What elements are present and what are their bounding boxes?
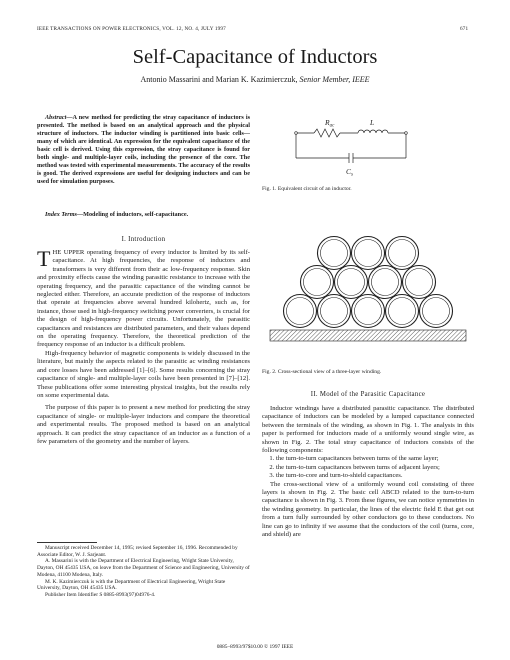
figure-2-caption: Fig. 2. Cross-sectional view of a three-layer winding. xyxy=(262,369,382,375)
wire-turn xyxy=(318,295,351,328)
wire-turn xyxy=(284,295,317,328)
authors xyxy=(0,75,510,84)
wire-turn xyxy=(352,237,385,270)
capacitor-label: C xyxy=(346,167,352,176)
footnote-line: A. Massarini is with the Department of Electrical Engineering, Wright State University, Dayton, OH 45435 USA, on leave from the Department of Science and Engineering, University of Modena, 41100 Modena, Italy. xyxy=(37,558,250,578)
wire-turn xyxy=(403,266,436,299)
abstract-text: A new method for predicting the stray capacitance of inductors is presented. The method is based on an analytical approach and the physical structure of inductors. The inductor winding is partitioned into basic cells—many of which are identical. An expression for the equivalent capacitance of the basic cell is derived. Using this expression, the stray capacitance is found for both single- and multiple-layer coils, including the presence of the core. The method was tested with experimental measurements. The accuracy of the results is good. The derived expressions are useful for designing inductors and can be used for simulation purposes. xyxy=(37,114,250,185)
index-terms-label: Index Terms— xyxy=(45,211,84,218)
wire-turn xyxy=(420,295,453,328)
author-names: Antonio Massarini and Marian K. Kazimierczuk, xyxy=(140,75,298,84)
figure-2-winding xyxy=(262,212,474,362)
wire-turn xyxy=(369,266,402,299)
resistor-subscript: ac xyxy=(329,123,335,129)
model-body xyxy=(262,405,474,540)
wire-turn xyxy=(301,266,334,299)
intro-paragraph-3: The purpose of this paper is to present a new method for predicting the stray capacitance of single- or multiple-layer inductors and compare the theoretical and experimental results. The proposed method is based on an analytical approach. It can predict the stray capacitance of an inductor as a function of a few parameters of the geometry and the number of layers. xyxy=(37,404,250,445)
section-heading-model: II. Model of the Parasitic Capacitance xyxy=(310,391,426,398)
list-item: 2. the turn-to-turn capacitances between turns of adjacent layers; xyxy=(276,464,474,472)
figure-1-circuit xyxy=(292,114,412,180)
resistor-symbol xyxy=(314,129,340,137)
footnote-line: Publisher Item Identifier S 0885-8993(97)04976-4. xyxy=(45,591,156,598)
wire-turn xyxy=(352,295,385,328)
abstract xyxy=(37,114,250,186)
paper-title: Self-Capacitance of Inductors xyxy=(132,46,378,68)
abstract-label: Abstract— xyxy=(45,114,73,121)
footnote-rule xyxy=(37,542,97,543)
section-heading-introduction: I. Introduction xyxy=(121,236,166,243)
model-paragraph-2: The cross-sectional view of a uniformly wound coil consisting of three layers is shown in Fig. 2. The basic cell ABCD related to the turn-to-turn capacitance is shown in Fig. 3. From these figures, we can notice symmetries in the winding geometry. In particular, the lines of the electric field E that get out from a turn fully surrounded by other conductors go to these conductors. No line can go to infinity if we assume that the conductors of the coil (turns, core, and shield) are xyxy=(262,480,474,539)
capacitance-components-list xyxy=(262,455,474,480)
list-item: 3. the turn-to-core and turn-to-shield capacitances. xyxy=(276,472,474,480)
figure-1-caption: Fig. 1. Equivalent circuit of an inductor. xyxy=(262,186,352,192)
model-paragraph-1: Inductor windings have a distributed parasitic capacitance. The distributed capacitance of inductors can be modeled by a lumped capacitance connected between the terminals of the winding, as shown in Fig. 1. The analysis in this paper is performed for inductors made of a uniformly wound single wire, as shown in Fig. 2. The total stray capacitance of inductors consists of the following components: xyxy=(262,405,474,455)
footnote-line: M. K. Kazimierczuk is with the Department of Electrical Engineering, Wright State University, Dayton, OH 45435 USA. xyxy=(37,578,226,592)
index-terms-text: Modeling of inductors, self-capacitance. xyxy=(83,211,189,218)
svg-text:Rac xyxy=(324,118,335,129)
capacitor-subscript: s xyxy=(351,172,353,178)
wire-turn xyxy=(386,237,419,270)
footnote xyxy=(37,545,250,599)
list-item: 1. the turn-to-turn capacitances between turns of the same layer; xyxy=(276,455,474,463)
author-role: Senior Member, IEEE xyxy=(299,75,370,84)
svg-text:Cs xyxy=(346,167,353,178)
index-terms xyxy=(37,211,250,219)
page-number: 671 xyxy=(460,26,469,32)
core-surface xyxy=(270,330,466,341)
intro-paragraph-1: THE UPPER operating frequency of every inductor is limited by its self-capacitance. At high frequencies, the response of inductors and transformers is very different from their ac low-frequency response. Skin and proximity effects cause the winding parasitic resistance to increase with the operating frequency, and the parasitic capacitance of the winding cannot be neglected either. Therefore, an accurate prediction of the response of inductors that operate at frequencies above several hundred kilohertz, such as, for instance, those used in high-frequency switching power converters, is crucial for the design of high-frequency power circuits. Unfortunately, the parasitic capacitances and resistances are distributed parameters, and their values depend on the operating frequency. Therefore, the theoretical prediction of the frequency response of an inductor is a difficult problem. xyxy=(37,246,250,349)
intro-paragraph-2: High-frequency behavior of magnetic components is widely discussed in the literature, but mainly the aspects related to the parasitic ac winding resistances and core losses have been addressed [1]–[6]. Some results concerning the stray capacitance of single- and multiple-layer coils have been presented in [7]–[12]. These publications offer some interesting physical insights, but the results rely on some experimental data. xyxy=(37,349,250,399)
footnote-line: Manuscript received December 14, 1995; revised September 16, 1996. Recommended by Associate Editor, W. J. Sarjeant. xyxy=(37,545,238,558)
resistor-label: R xyxy=(325,118,330,127)
introduction-body xyxy=(37,246,250,446)
wire-turn xyxy=(318,237,351,270)
winding-turns xyxy=(284,237,453,328)
wire-turn xyxy=(335,266,368,299)
inductor-label: L xyxy=(370,118,375,127)
inductor-symbol xyxy=(358,130,388,133)
page-footer: 0885–8993/97$10.00 © 1997 IEEE xyxy=(216,644,294,650)
running-header: IEEE TRANSACTIONS ON POWER ELECTRONICS, VOL. 12, NO. 4, JULY 1997 xyxy=(37,26,226,32)
drop-cap: T xyxy=(37,246,51,271)
wire-turn xyxy=(386,295,419,328)
